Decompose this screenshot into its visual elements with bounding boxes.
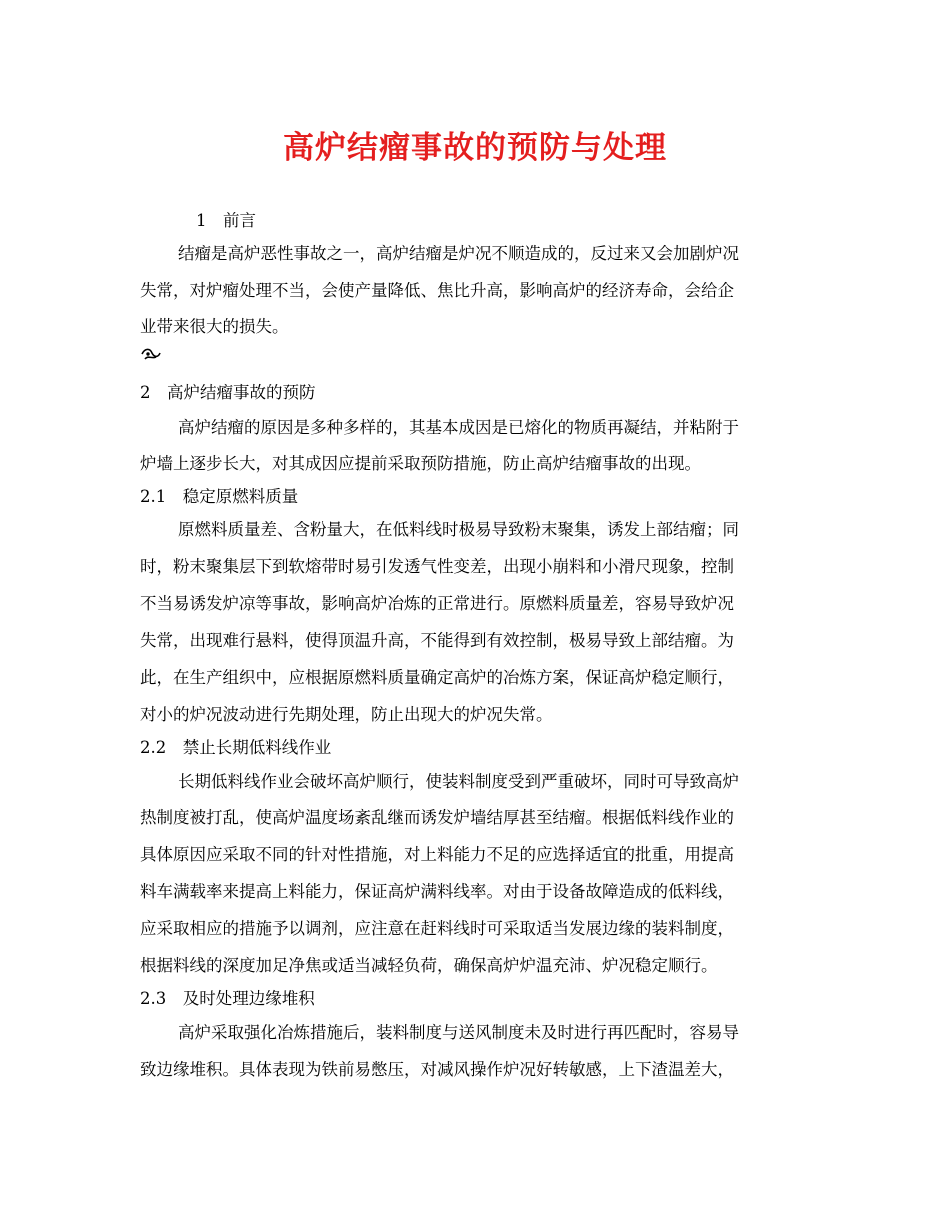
paragraph-line: 结瘤是高炉恶性事故之一，高炉结瘤是炉况不顺造成的，反过来又会加剧炉况 <box>178 244 739 263</box>
paragraph-line: 致边缘堆积。具体表现为铁前易憋压，对减风操作炉况好转敏感，上下渣温差大， <box>140 1060 734 1079</box>
paragraph-line: 不当易诱发炉凉等事故，影响高炉冶炼的正常进行。原燃料质量差，容易导致炉况 <box>140 594 734 613</box>
paragraph-line: 高炉采取强化冶炼措施后，装料制度与送风制度未及时进行再匹配时，容易导 <box>178 1023 739 1042</box>
subsection-heading: 2.2 禁止长期低料线作业 <box>140 738 332 757</box>
paragraph-line: 炉墙上逐步长大，对其成因应提前采取预防措施，防止高炉结瘤事故的出现。 <box>140 454 701 473</box>
paragraph-line: 高炉结瘤的原因是多种多样的，其基本成因是已熔化的物质再凝结，并粘附于 <box>178 418 739 437</box>
paragraph-line: 具体原因应采取不同的针对性措施，对上料能力不足的应选择适宜的批重，用提高 <box>140 845 734 864</box>
paragraph-line: 根据料线的深度加足净焦或适当减轻负荷，确保高炉炉温充沛、炉况稳定顺行。 <box>140 956 718 975</box>
paragraph-line: 热制度被打乱，使高炉温度场紊乱继而诱发炉墙结厚甚至结瘤。根据低料线作业的 <box>140 808 734 827</box>
paragraph-line: 业带来很大的损失。 <box>140 317 289 336</box>
paragraph-line: 料车满载率来提高上料能力，保证高炉满料线率。对由于设备故障造成的低料线， <box>140 882 734 901</box>
section-heading: 1 前言 <box>196 211 256 230</box>
paragraph-line: 应采取相应的措施予以调剂，应注意在赶料线时可采取适当发展边缘的装料制度， <box>140 919 734 938</box>
subsection-heading: 2.1 稳定原燃料质量 <box>140 487 299 506</box>
paragraph-line: 失常，出现难行悬料，使得顶温升高，不能得到有效控制，极易导致上部结瘤。为 <box>140 631 734 650</box>
section-heading: 2 高炉结瘤事故的预防 <box>140 383 316 402</box>
paragraph-line: 失常，对炉瘤处理不当，会使产量降低、焦比升高，影响高炉的经济寿命，会给企 <box>140 281 734 300</box>
paragraph-line: 此，在生产组织中，应根据原燃料质量确定高炉的冶炼方案，保证高炉稳定顺行， <box>140 668 734 687</box>
paragraph-line: 长期低料线作业会破坏高炉顺行，使装料制度受到严重破坏，同时可导致高炉 <box>178 772 739 791</box>
paragraph-line: 原燃料质量差、含粉量大，在低料线时极易导致粉末聚集，诱发上部结瘤；同 <box>178 520 739 539</box>
document-title: 高炉结瘤事故的预防与处理 <box>283 130 667 166</box>
paragraph-line: 对小的炉况波动进行先期处理，防止出现大的炉况失常。 <box>140 705 553 724</box>
handwritten-symbol-icon <box>140 346 162 368</box>
paragraph-line: 时，粉末聚集层下到软熔带时易引发透气性变差，出现小崩料和小滑尺现象，控制 <box>140 557 734 576</box>
subsection-heading: 2.3 及时处理边缘堆积 <box>140 989 315 1008</box>
